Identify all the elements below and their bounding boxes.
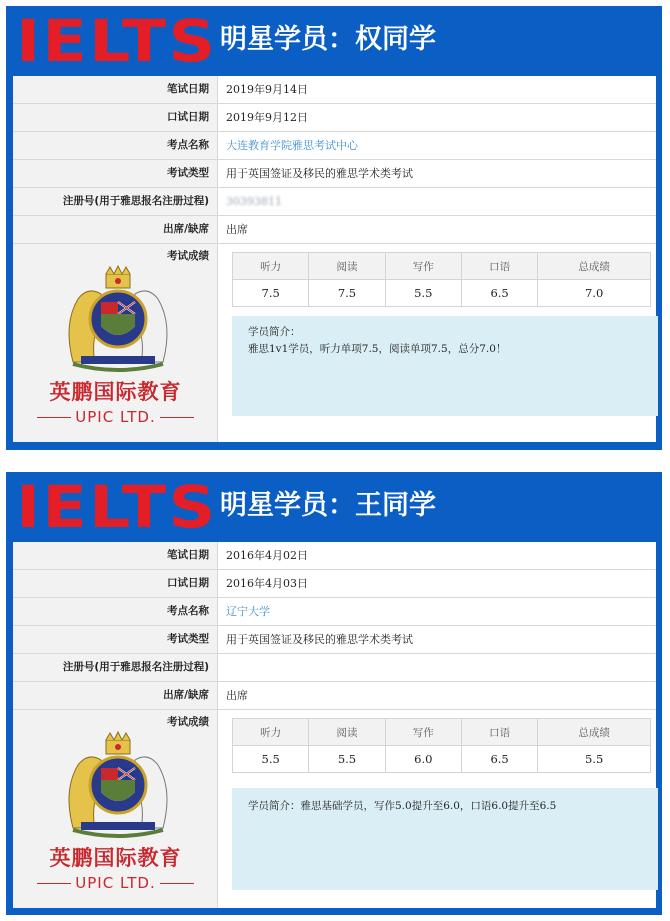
ielts-logo: IELTS	[16, 7, 218, 75]
score-header: 写作	[385, 719, 461, 746]
score-value: 5.5	[385, 280, 461, 307]
score-section	[13, 244, 656, 442]
score-table	[13, 76, 656, 442]
score-header: 总成绩	[538, 719, 651, 746]
intro-text: 雅思1v1学员，听力单项7.5，阅读单项7.5，总分7.0！	[248, 343, 507, 355]
row-label: 口试日期	[167, 577, 209, 589]
score-header: 阅读	[309, 719, 385, 746]
row-label: 笔试日期	[167, 549, 209, 561]
intro-text: 学员简介：雅思基础学员，写作5.0提升至6.0，口语6.0提升至6.5	[248, 800, 557, 812]
row-registration	[13, 188, 656, 216]
card-header	[6, 6, 662, 76]
venue-link[interactable]: 辽宁大学	[226, 605, 270, 618]
royal-coat-of-arms-icon	[43, 730, 193, 840]
row-registration	[13, 654, 656, 682]
scores-table	[232, 718, 651, 773]
row-label: 考点名称	[167, 139, 209, 151]
venue-link[interactable]: 大连教育学院雅思考试中心	[226, 139, 358, 152]
score-value: 5.5	[233, 746, 309, 773]
brand-en-text: UPIC LTD.	[75, 408, 156, 426]
brand-panel	[13, 710, 218, 908]
row-value: 2016年4月02日	[226, 549, 308, 562]
row-label: 注册号(用于雅思报名注册过程)	[62, 195, 209, 207]
row-value: 2019年9月14日	[226, 83, 308, 96]
score-card	[6, 472, 662, 915]
row-label: 考试类型	[167, 633, 209, 645]
row-exam-type	[13, 626, 656, 654]
score-header: 口语	[461, 719, 537, 746]
score-header: 听力	[233, 253, 309, 280]
row-oral-date	[13, 570, 656, 598]
row-label: 注册号(用于雅思报名注册过程)	[62, 661, 209, 673]
brand-panel	[13, 244, 218, 442]
row-label: 考试类型	[167, 167, 209, 179]
student-title: 明星学员：权同学	[220, 24, 436, 55]
score-section	[13, 710, 656, 908]
row-oral-date	[13, 104, 656, 132]
score-table	[13, 542, 656, 908]
divider	[160, 417, 194, 418]
score-value: 6.0	[385, 746, 461, 773]
row-venue	[13, 598, 656, 626]
score-header: 听力	[233, 719, 309, 746]
score-value: 6.5	[461, 746, 537, 773]
score-card	[6, 6, 662, 450]
divider	[160, 883, 194, 884]
card-header	[6, 472, 662, 542]
row-value: 2019年9月12日	[226, 111, 308, 124]
score-label: 考试成绩	[167, 716, 209, 728]
ielts-logo: IELTS	[16, 473, 218, 541]
student-intro	[232, 316, 658, 416]
row-value: 出席	[226, 689, 248, 702]
brand-name-en	[13, 874, 218, 892]
score-header: 总成绩	[538, 253, 651, 280]
score-header: 口语	[461, 253, 537, 280]
scores-header-row	[233, 253, 651, 280]
brand-en-text: UPIC LTD.	[75, 874, 156, 892]
brand-name-cn: 英鹏国际教育	[49, 380, 182, 404]
scores-header-row	[233, 719, 651, 746]
row-value: 用于英国签证及移民的雅思学术类考试	[226, 633, 413, 646]
royal-coat-of-arms-icon	[43, 264, 193, 374]
scores-value-row	[233, 280, 651, 307]
score-value: 7.5	[233, 280, 309, 307]
divider	[37, 883, 71, 884]
student-title: 明星学员：王同学	[220, 490, 436, 521]
row-label: 考点名称	[167, 605, 209, 617]
divider	[37, 417, 71, 418]
row-label: 出席/缺席	[163, 689, 209, 701]
row-label: 笔试日期	[167, 83, 209, 95]
scores-table	[232, 252, 651, 307]
row-value: 出席	[226, 223, 248, 236]
score-value: 6.5	[461, 280, 537, 307]
registration-number: 30393811	[226, 195, 282, 208]
score-header: 阅读	[309, 253, 385, 280]
scores-value-row	[233, 746, 651, 773]
row-attendance	[13, 682, 656, 710]
row-exam-type	[13, 160, 656, 188]
score-value: 7.0	[538, 280, 651, 307]
row-attendance	[13, 216, 656, 244]
score-value: 5.5	[309, 746, 385, 773]
row-written-date	[13, 542, 656, 570]
score-value: 7.5	[309, 280, 385, 307]
brand-name-en	[13, 408, 218, 426]
student-intro	[232, 788, 658, 890]
row-label: 口试日期	[167, 111, 209, 123]
brand-name-cn: 英鹏国际教育	[49, 846, 182, 870]
row-value: 2016年4月03日	[226, 577, 308, 590]
score-label: 考试成绩	[167, 250, 209, 262]
row-label: 出席/缺席	[163, 223, 209, 235]
row-venue	[13, 132, 656, 160]
score-header: 写作	[385, 253, 461, 280]
intro-title: 学员简介：	[248, 326, 301, 338]
row-value: 用于英国签证及移民的雅思学术类考试	[226, 167, 413, 180]
row-written-date	[13, 76, 656, 104]
score-value: 5.5	[538, 746, 651, 773]
